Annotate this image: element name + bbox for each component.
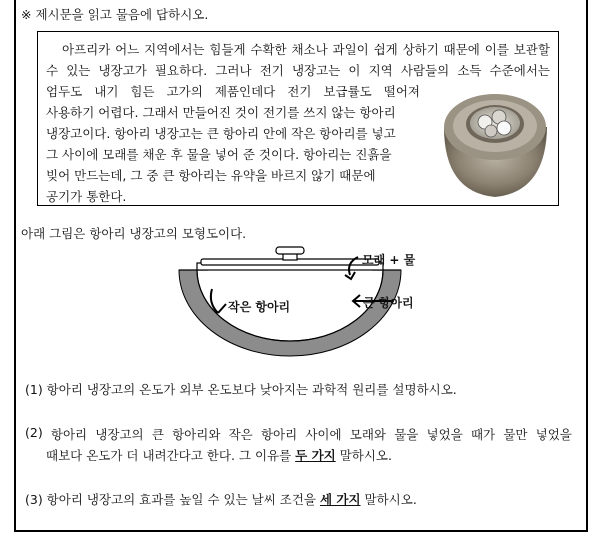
word: 전기 bbox=[259, 63, 284, 78]
word: 냉장고가 bbox=[98, 63, 147, 78]
word: 넣었을 bbox=[426, 427, 463, 442]
question-2-line-2 bbox=[46, 446, 392, 464]
passage-line-3 bbox=[46, 82, 420, 100]
q2-text: 때보다 온도가 더 내려간다고 한다. 그 이유를 bbox=[46, 448, 296, 463]
word: (2) bbox=[25, 425, 43, 440]
q2-text-end: 말하시오. bbox=[335, 448, 392, 463]
word: 있는 bbox=[66, 63, 91, 78]
diagram-intro: 아래 그림은 항아리 냉장고의 모형도이다. bbox=[21, 226, 247, 241]
passage-line-8: 공기가 통한다. bbox=[46, 189, 127, 204]
word: 수준에서는 bbox=[489, 63, 550, 78]
q3-text: (3) 항아리 냉장고의 효과를 높일 수 있는 날씨 조건을 bbox=[25, 492, 320, 507]
word: 과일이 bbox=[332, 42, 369, 57]
word: 필요하다. bbox=[154, 63, 208, 78]
word: 이 bbox=[348, 63, 361, 78]
word: 모래와 bbox=[349, 427, 387, 442]
question-3 bbox=[25, 490, 417, 508]
word: 때문에 bbox=[443, 42, 480, 57]
question-2-line-1 bbox=[25, 425, 572, 443]
word: 그러나 bbox=[215, 63, 252, 78]
word: 내기 bbox=[94, 84, 119, 99]
passage-box bbox=[37, 31, 559, 206]
label-small-jar: 작은 항아리 bbox=[228, 300, 291, 314]
word: 떨어져 bbox=[383, 84, 420, 99]
passage-line-2 bbox=[46, 61, 550, 79]
word: 항아리 bbox=[260, 427, 298, 442]
word: 엄두도 bbox=[46, 84, 83, 99]
passage-line-1 bbox=[62, 40, 550, 58]
passage-line-6: 그 사이에 모래를 채운 후 물을 넣어 준 것이다. 항아리는 진흙을 bbox=[46, 147, 392, 162]
q2-emphasis: 두 가지 bbox=[295, 448, 336, 463]
word: 넣었을 bbox=[535, 427, 572, 442]
word: 힘들게 bbox=[209, 42, 246, 57]
word: 냉장고의 bbox=[95, 427, 144, 442]
word: 상하기 bbox=[402, 42, 439, 57]
word: 보관할 bbox=[513, 42, 550, 57]
word: 항아리 bbox=[50, 427, 88, 442]
word: 전기 bbox=[287, 84, 312, 99]
q3-emphasis: 세 가지 bbox=[319, 492, 361, 507]
word: 항아리와 bbox=[172, 427, 221, 442]
word: 이를 bbox=[484, 42, 509, 57]
word: 냉장고는 bbox=[291, 63, 341, 78]
word: 수확한 bbox=[250, 42, 287, 57]
question-1: (1) 항아리 냉장고의 온도가 외부 온도보다 낮아지는 과학적 원리를 설명하시오. bbox=[25, 382, 457, 397]
label-big-jar: 큰 항아리 bbox=[363, 296, 414, 310]
word: 고가의 bbox=[166, 84, 203, 99]
instruction-text: ※ 제시문을 읽고 물음에 답하시오. bbox=[21, 7, 209, 22]
word: 소득 bbox=[457, 63, 482, 78]
word: 아프리카 bbox=[62, 42, 111, 57]
word: 보급률도 bbox=[323, 84, 372, 99]
passage-line-5: 냉장고이다. 항아리 냉장고는 큰 항아리 안에 작은 항아리를 넣고 bbox=[46, 126, 396, 141]
word: 힘든 bbox=[130, 84, 155, 99]
word: 어느 bbox=[115, 42, 140, 57]
word: 지역 bbox=[368, 63, 393, 78]
passage-line-4: 사용하기 어렵다. 그래서 만들어진 것이 전기를 쓰지 않는 항아리 bbox=[46, 105, 396, 120]
word: 수 bbox=[46, 63, 59, 78]
label-sand-water: 모래 + 물 bbox=[362, 253, 416, 267]
word: 사이에 bbox=[305, 427, 342, 442]
word: 작은 bbox=[228, 427, 253, 442]
q3-text-end: 말하시오. bbox=[360, 492, 417, 507]
word: 사람들의 bbox=[400, 63, 450, 78]
word: 제품인데다 bbox=[214, 84, 276, 99]
word: 쉽게 bbox=[373, 42, 398, 57]
word: 물을 bbox=[394, 427, 419, 442]
word: 물만 bbox=[503, 427, 528, 442]
word: 지역에서는 bbox=[144, 42, 205, 57]
passage-line-7: 빚어 만드는데, 그 중 큰 항아리는 유약을 바르지 않기 때문에 bbox=[46, 168, 376, 183]
word: 때가 bbox=[470, 427, 496, 442]
word: 큰 bbox=[151, 427, 164, 442]
clay-pot-fridge-photo bbox=[438, 82, 553, 202]
word: 채소나 bbox=[291, 42, 328, 57]
